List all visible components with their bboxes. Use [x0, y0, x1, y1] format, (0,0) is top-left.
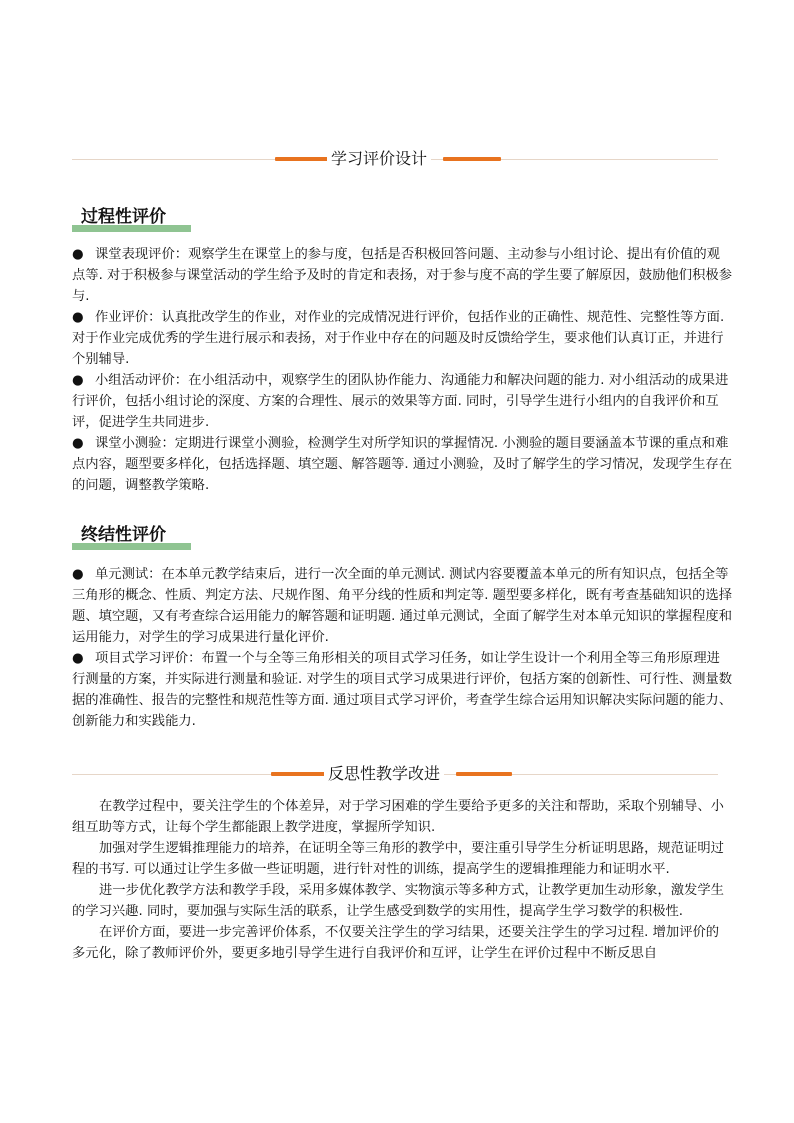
header-bar-right: [443, 157, 501, 161]
reflection-paragraph: 在教学过程中，要关注学生的个体差异，对于学习困难的学生要给予更多的关注和帮助，采取个别辅导、小组互助等方式，让每个学生都能跟上教学进度，掌握所学知识.: [72, 799, 724, 835]
section-title: 反思性教学改进: [324, 763, 444, 785]
bullet-icon: ●: [72, 373, 84, 388]
section-header-evaluation: [72, 148, 718, 170]
list-item: [72, 648, 732, 732]
list-item-text: 项目式学习评价：布置一个与全等三角形相关的项目式学习任务，如让学生设计一个利用全等三角形原理进行测量的方案，并实际进行测量和验证. 对学生的项目式学习成果进行评价，包括方案的创新性、可行性、测量数据的准确性、报告的完整性和规范性等方面. 通过项目式学习评价，考查学生综合运用知识解决实际问题的能力、创新能力和实践能力.: [72, 651, 732, 729]
list-item-text: 单元测试：在本单元教学结束后，进行一次全面的单元测试. 测试内容要覆盖本单元的所有知识点，包括全等三角形的概念、性质、判定方法、尺规作图、角平分线的性质和判定等. 题型要多样化，既有考查基础知识的选择题、填空题，又有考查综合运用能力的解答题和证明题. 通过单元测试，全面了解学生对本单元知识的掌握程度和运用能力，对学生的学习成果进行量化评价.: [72, 567, 732, 645]
list-item-text: 课堂小测验：定期进行课堂小测验，检测学生对所学知识的掌握情况. 小测验的题目要涵盖本节课的重点和难点内容，题型要多样化，包括选择题、填空题、解答题等. 通过小测验，及时了解学生的学习情况，发现学生存在的问题，调整教学策略.: [72, 436, 732, 493]
list-item: [72, 244, 732, 307]
bullet-icon: ●: [72, 651, 84, 666]
list-item-text: 作业评价：认真批改学生的作业，对作业的完成情况进行评价，包括作业的正确性、规范性、完整性等方面. 对于作业完成优秀的学生进行展示和表扬，对于作业中存在的问题及时反馈给学生，要求他们认真订正，并进行个别辅导.: [72, 310, 725, 367]
bullet-icon: ●: [72, 436, 84, 451]
list-item: [72, 433, 732, 496]
list-item-text: 课堂表现评价：观察学生在课堂上的参与度，包括是否积极回答问题、主动参与小组讨论、提出有价值的观点等. 对于积极参与课堂活动的学生给予及时的肯定和表扬，对于参与度不高的学生要了解原因，鼓励他们积极参与.: [72, 247, 732, 304]
bullet-icon: ●: [72, 310, 84, 325]
reflection-paragraph: 加强对学生逻辑推理能力的培养，在证明全等三角形的教学中，要注重引导学生分析证明思路，规范证明过程的书写. 可以通过让学生多做一些证明题，进行针对性的训练，提高学生的逻辑推理能力和证明水平.: [72, 841, 724, 877]
subheading-label: 过程性评价: [81, 207, 166, 227]
list-item: [72, 307, 732, 370]
list-item: [72, 564, 732, 648]
list-item-text: 小组活动评价：在小组活动中，观察学生的团队协作能力、沟通能力和解决问题的能力. 对小组活动的成果进行评价，包括小组讨论的深度、方案的合理性、展示的效果等方面. 同时，引导学生进行小组内的自我评价和互评，促进学生共同进步.: [72, 373, 729, 430]
subheading-label: 终结性评价: [81, 525, 166, 545]
header-bar-right: [456, 772, 512, 776]
subheading-summative: [72, 522, 166, 552]
reflection-body: [72, 796, 727, 964]
section-title: 学习评价设计: [327, 148, 431, 170]
list-item: [72, 370, 732, 433]
reflection-paragraph: 进一步优化教学方法和教学手段，采用多媒体教学、实物演示等多种方式，让教学更加生动形象，激发学生的学习兴趣. 同时，要加强与实际生活的联系，让学生感受到数学的实用性，提高学生学习数学的积极性.: [72, 883, 724, 919]
bullet-icon: ●: [72, 247, 84, 262]
bullet-icon: ●: [72, 567, 84, 582]
summative-evaluation-list: [72, 564, 732, 732]
section-header-reflection: [72, 763, 718, 785]
subheading-process: [72, 204, 166, 234]
header-bar-left: [271, 772, 327, 776]
header-bar-left: [275, 157, 329, 161]
reflection-paragraph: 在评价方面，要进一步完善评价体系，不仅要关注学生的学习结果，还要关注学生的学习过程. 增加评价的多元化，除了教师评价外，要更多地引导学生进行自我评价和互评，让学生在评价过程中不断反思自: [72, 925, 720, 961]
process-evaluation-list: [72, 244, 732, 496]
